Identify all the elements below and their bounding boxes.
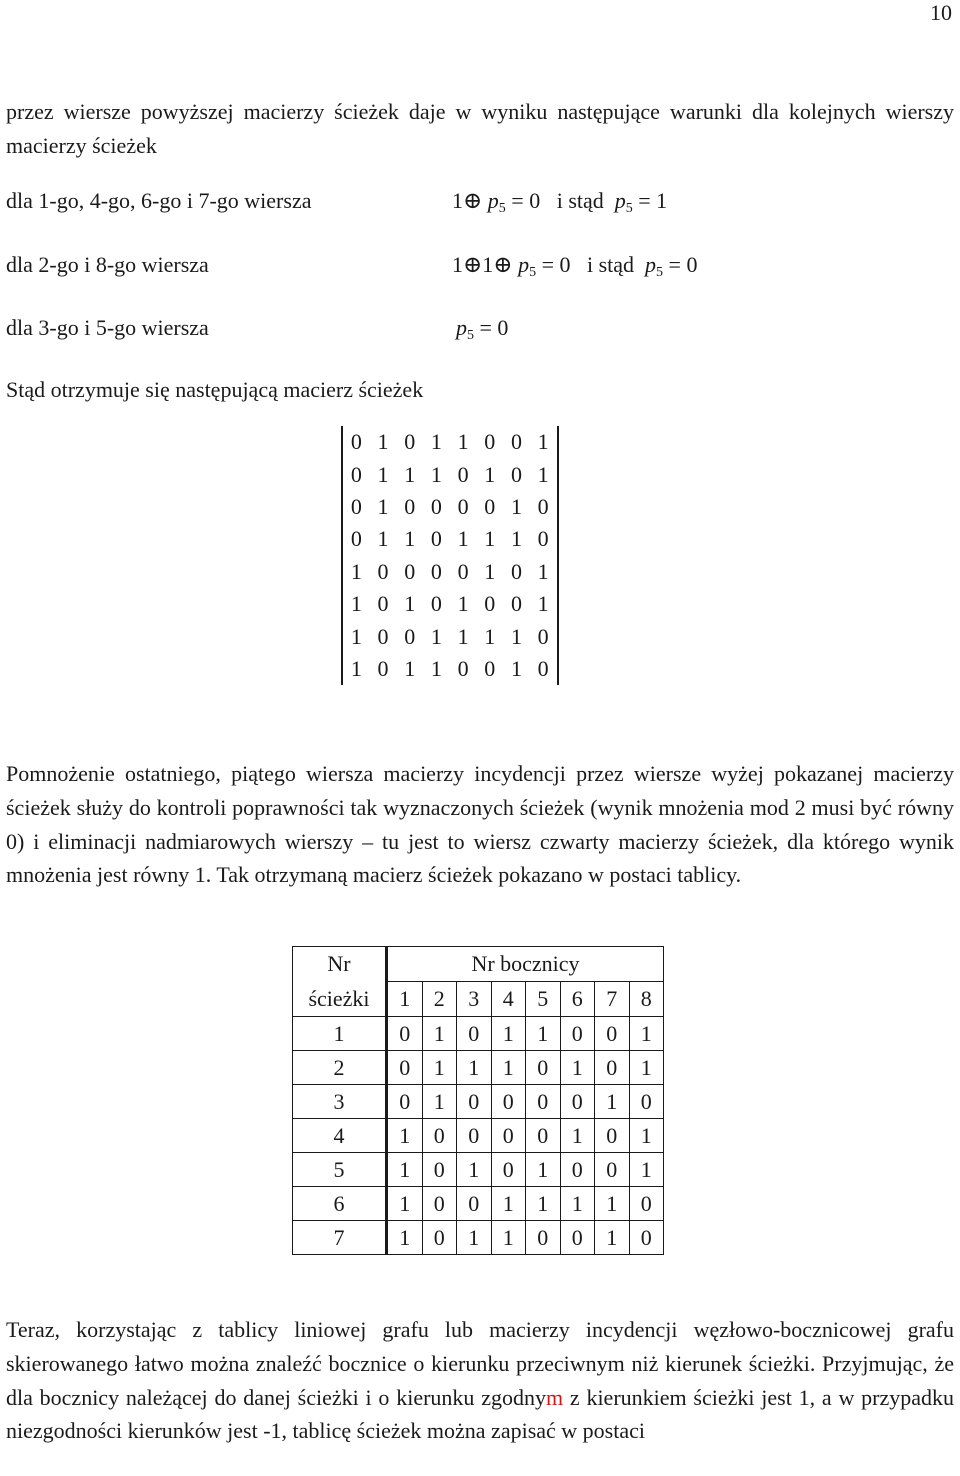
condition-formula: 1⊕ $p_5 = 0$ i stąd $p_5 = 1$ bbox=[452, 188, 668, 216]
table-cell: 1 bbox=[422, 1085, 457, 1119]
matrix-cell: 0 bbox=[404, 493, 416, 519]
table-cell: 0 bbox=[526, 1119, 561, 1153]
table-cell: 1 bbox=[526, 1187, 561, 1221]
condition-label: dla 2-go i 8-go wiersza bbox=[6, 252, 209, 277]
matrix-cell: 0 bbox=[430, 526, 442, 552]
matrix-cell: 1 bbox=[377, 461, 389, 487]
table-cell: 0 bbox=[560, 1085, 595, 1119]
branch-number: 4 bbox=[491, 982, 526, 1017]
table-cell: 1 bbox=[560, 1187, 595, 1221]
header-nr-line2: ścieżki bbox=[293, 982, 387, 1017]
table-row bbox=[293, 1221, 664, 1255]
table-cell: 1 bbox=[491, 1051, 526, 1085]
branch-number: 6 bbox=[560, 982, 595, 1017]
table-cell: 1 bbox=[491, 1187, 526, 1221]
matrix-cell: 1 bbox=[484, 526, 496, 552]
table-cell: 1 bbox=[629, 1119, 664, 1153]
table-cell: 0 bbox=[526, 1051, 561, 1085]
matrix-cell: 1 bbox=[404, 461, 416, 487]
matrix-cell: 1 bbox=[537, 461, 549, 487]
matrix-cell: 1 bbox=[484, 461, 496, 487]
table-cell: 1 bbox=[595, 1085, 630, 1119]
table-row bbox=[293, 1017, 664, 1051]
matrix-cell: 0 bbox=[430, 591, 442, 617]
matrix-cell: 0 bbox=[484, 429, 496, 455]
condition-formula: $p_5 = 0$ bbox=[456, 315, 509, 343]
matrix-cell: 0 bbox=[510, 429, 522, 455]
matrix-cell: 1 bbox=[430, 655, 442, 681]
matrix-cell: 1 bbox=[377, 429, 389, 455]
matrix-cell: 1 bbox=[484, 623, 496, 649]
table-cell: 0 bbox=[457, 1187, 492, 1221]
table-cell: 0 bbox=[629, 1187, 664, 1221]
table-cell: 1 bbox=[387, 1153, 423, 1187]
matrix-cell: 1 bbox=[350, 623, 362, 649]
path-table bbox=[292, 946, 664, 1255]
matrix-cell: 1 bbox=[537, 591, 549, 617]
matrix-cell: 1 bbox=[510, 623, 522, 649]
page-number: 10 bbox=[930, 0, 952, 25]
matrix-cell: 1 bbox=[430, 461, 442, 487]
matrix-cell: 0 bbox=[377, 623, 389, 649]
matrix-cell: 1 bbox=[430, 429, 442, 455]
matrix-cell: 0 bbox=[510, 558, 522, 584]
table-cell: 0 bbox=[422, 1119, 457, 1153]
path-number: 7 bbox=[293, 1221, 387, 1255]
matrix-cell: 0 bbox=[430, 493, 442, 519]
matrix-cell: 0 bbox=[404, 623, 416, 649]
table-cell: 1 bbox=[422, 1051, 457, 1085]
header-nr-line1: Nr bbox=[293, 947, 387, 982]
matrix-cell: 0 bbox=[404, 429, 416, 455]
table-header-row-2 bbox=[293, 982, 664, 1017]
matrix-cell: 1 bbox=[404, 591, 416, 617]
matrix-cell: 0 bbox=[510, 461, 522, 487]
table-cell: 0 bbox=[457, 1085, 492, 1119]
matrix-row bbox=[342, 426, 558, 458]
matrix-cell: 1 bbox=[457, 526, 469, 552]
table-cell: 0 bbox=[457, 1119, 492, 1153]
table-cell: 0 bbox=[422, 1187, 457, 1221]
matrix-cell: 0 bbox=[350, 429, 362, 455]
table-row bbox=[293, 1051, 664, 1085]
table-cell: 0 bbox=[387, 1085, 423, 1119]
matrix-row bbox=[342, 653, 558, 685]
table-cell: 0 bbox=[560, 1221, 595, 1255]
matrix-cell: 0 bbox=[537, 493, 549, 519]
table-cell: 0 bbox=[560, 1017, 595, 1051]
matrix-cell: 1 bbox=[537, 558, 549, 584]
branch-number: 1 bbox=[387, 982, 423, 1017]
matrix-cell: 1 bbox=[350, 558, 362, 584]
table-cell: 0 bbox=[629, 1221, 664, 1255]
condition-label: dla 1-go, 4-go, 6-go i 7-go wiersza bbox=[6, 188, 312, 213]
matrix-cell: 1 bbox=[457, 623, 469, 649]
matrix-row bbox=[342, 523, 558, 555]
matrix-cell: 0 bbox=[350, 493, 362, 519]
table-header-row-1 bbox=[293, 947, 664, 982]
table-cell: 1 bbox=[560, 1051, 595, 1085]
table-cell: 0 bbox=[595, 1051, 630, 1085]
table-cell: 0 bbox=[629, 1085, 664, 1119]
matrix-cell: 1 bbox=[377, 493, 389, 519]
matrix-cell: 0 bbox=[457, 461, 469, 487]
table-cell: 1 bbox=[595, 1221, 630, 1255]
matrix-cell: 1 bbox=[457, 591, 469, 617]
branch-number: 7 bbox=[595, 982, 630, 1017]
matrix-cell: 0 bbox=[510, 591, 522, 617]
table-cell: 0 bbox=[491, 1153, 526, 1187]
branch-number: 2 bbox=[422, 982, 457, 1017]
table-row bbox=[293, 1153, 664, 1187]
matrix-cell: 1 bbox=[510, 526, 522, 552]
matrix-cell: 0 bbox=[457, 493, 469, 519]
path-matrix bbox=[341, 426, 559, 685]
header-branch: Nr bocznicy bbox=[387, 947, 664, 982]
matrix-cell: 1 bbox=[510, 655, 522, 681]
intro-paragraph: przez wiersze powyższej macierzy ścieżek daje w wyniku następujące warunki dla kolejnych wierszy macierzy ścieżek bbox=[6, 99, 954, 158]
path-number: 5 bbox=[293, 1153, 387, 1187]
matrix-cell: 0 bbox=[430, 558, 442, 584]
table-cell: 1 bbox=[526, 1153, 561, 1187]
paragraph-verification: Pomnożenie ostatniego, piątego wiersza macierzy incydencji przez wiersze wyżej pokazanej macierzy ścieżek służy do kontroli poprawności tak wyznaczonych ścieżek (wynik mnożenia mod 2 musi być równy 0) i eliminacji nadmiarowych wierszy – tu jest to wiersz czwarty macierzy ścieżek, dla którego wynik mnożenia jest równy 1. Tak otrzymaną macierz ścieżek pokazano w postaci tablicy. bbox=[6, 761, 954, 888]
path-number: 2 bbox=[293, 1051, 387, 1085]
table-cell: 1 bbox=[595, 1187, 630, 1221]
table-cell: 0 bbox=[526, 1221, 561, 1255]
table-cell: 1 bbox=[491, 1017, 526, 1051]
table-cell: 0 bbox=[387, 1017, 423, 1051]
matrix-cell: 1 bbox=[430, 623, 442, 649]
matrix-row bbox=[342, 556, 558, 588]
matrix-row bbox=[342, 491, 558, 523]
branch-number: 3 bbox=[457, 982, 492, 1017]
paragraph-directions: Teraz, korzystając z tablicy liniowej grafu lub macierzy incydencji węzłowo-bocznicowej grafu skierowanego łatwo można znaleźć bocznice o kierunku przeciwnym niż kierunek ścieżki. Przyjmując, że dla bocznicy należącej do danej ścieżki i o kierunku zgodnym z kierunkiem ścieżki jest 1, a w przypadku niezgodności kierunków jest -1, tablicę ścieżek można zapisać w postaci bbox=[6, 1317, 954, 1444]
matrix-cell: 1 bbox=[510, 493, 522, 519]
matrix-cell: 0 bbox=[377, 655, 389, 681]
matrix-row bbox=[342, 458, 558, 490]
table-cell: 1 bbox=[387, 1187, 423, 1221]
table-cell: 0 bbox=[422, 1221, 457, 1255]
table-cell: 1 bbox=[457, 1221, 492, 1255]
table-cell: 0 bbox=[457, 1017, 492, 1051]
condition-label: dla 3-go i 5-go wiersza bbox=[6, 315, 209, 340]
highlighted-letter: m bbox=[545, 1384, 564, 1410]
table-cell: 1 bbox=[422, 1017, 457, 1051]
matrix-cell: 1 bbox=[484, 558, 496, 584]
table-cell: 0 bbox=[595, 1017, 630, 1051]
matrix-cell: 1 bbox=[404, 526, 416, 552]
table-cell: 0 bbox=[491, 1085, 526, 1119]
table-cell: 1 bbox=[387, 1119, 423, 1153]
table-cell: 0 bbox=[422, 1153, 457, 1187]
branch-number: 8 bbox=[629, 982, 664, 1017]
matrix-cell: 1 bbox=[377, 526, 389, 552]
table-cell: 1 bbox=[629, 1017, 664, 1051]
table-cell: 0 bbox=[595, 1153, 630, 1187]
table-cell: 1 bbox=[629, 1051, 664, 1085]
table-row bbox=[293, 1119, 664, 1153]
branch-number: 5 bbox=[526, 982, 561, 1017]
matrix-cell: 1 bbox=[350, 591, 362, 617]
matrix-cell: 1 bbox=[457, 429, 469, 455]
matrix-cell: 0 bbox=[457, 558, 469, 584]
matrix-cell: 0 bbox=[404, 558, 416, 584]
matrix-cell: 0 bbox=[377, 591, 389, 617]
table-row bbox=[293, 1085, 664, 1119]
matrix-cell: 0 bbox=[484, 655, 496, 681]
table-cell: 0 bbox=[560, 1153, 595, 1187]
table-cell: 0 bbox=[595, 1119, 630, 1153]
table-cell: 1 bbox=[526, 1017, 561, 1051]
path-number: 3 bbox=[293, 1085, 387, 1119]
matrix-row bbox=[342, 620, 558, 652]
matrix-cell: 0 bbox=[350, 526, 362, 552]
matrix-cell: 0 bbox=[350, 461, 362, 487]
table-cell: 0 bbox=[526, 1085, 561, 1119]
table-cell: 1 bbox=[457, 1051, 492, 1085]
matrix-cell: 0 bbox=[537, 623, 549, 649]
matrix-intro: Stąd otrzymuje się następującą macierz ścieżek bbox=[6, 377, 424, 402]
table-cell: 1 bbox=[457, 1153, 492, 1187]
matrix-cell: 0 bbox=[537, 526, 549, 552]
matrix-cell: 1 bbox=[350, 655, 362, 681]
table-cell: 0 bbox=[387, 1051, 423, 1085]
path-number: 4 bbox=[293, 1119, 387, 1153]
matrix-cell: 0 bbox=[377, 558, 389, 584]
matrix-cell: 0 bbox=[484, 493, 496, 519]
matrix-cell: 1 bbox=[537, 429, 549, 455]
table-cell: 0 bbox=[491, 1119, 526, 1153]
matrix-cell: 0 bbox=[457, 655, 469, 681]
table-cell: 1 bbox=[629, 1153, 664, 1187]
matrix-cell: 1 bbox=[404, 655, 416, 681]
table-cell: 1 bbox=[491, 1221, 526, 1255]
table-cell: 1 bbox=[560, 1119, 595, 1153]
table-cell: 1 bbox=[387, 1221, 423, 1255]
table-row bbox=[293, 1187, 664, 1221]
matrix-cell: 0 bbox=[537, 655, 549, 681]
path-number: 1 bbox=[293, 1017, 387, 1051]
path-number: 6 bbox=[293, 1187, 387, 1221]
condition-formula: 1⊕1⊕ $p_5 = 0$ i stąd $p_5 = 0$ bbox=[452, 252, 698, 280]
matrix-row bbox=[342, 588, 558, 620]
matrix-cell: 0 bbox=[484, 591, 496, 617]
